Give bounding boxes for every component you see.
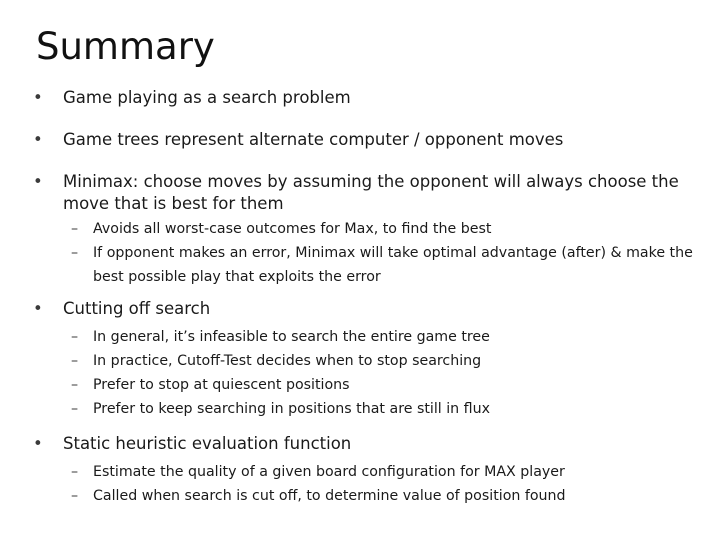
sub-bullet-text: Avoids all worst-case outcomes for Max, to find the best [93,221,492,237]
bullet-marker: • [33,172,43,191]
sub-bullet-marker: – [71,464,79,480]
sub-bullet-text: In general, it’s infeasible to search the entire game tree [93,329,490,345]
sub-bullet-marker: – [71,221,79,237]
bullet-marker: • [33,88,43,107]
sub-bullet-text: Called when search is cut off, to determine value of position found [93,488,566,504]
sub-bullet-marker: – [71,353,79,369]
sub-bullet-text: Prefer to stop at quiescent positions [93,377,350,393]
sub-bullet-marker: – [71,329,79,345]
sub-bullet-text: Prefer to keep searching in positions that are still in flux [93,401,491,417]
bullet-marker: • [33,434,43,453]
bullet-text: Game trees represent alternate computer / opponent moves [63,130,564,149]
sub-bullet-text: In practice, Cutoff-Test decides when to stop searching [93,353,482,369]
sub-bullet-marker: – [71,401,79,417]
sub-bullet-marker: – [71,488,79,504]
bullet-text: Static heuristic evaluation function [63,434,352,453]
bullet-text: Minimax: choose moves by assuming the opponent will always choose the move that is best for them [63,172,679,213]
sub-bullet-text: Estimate the quality of a given board configuration for MAX player [93,464,565,480]
sub-bullet-text: If opponent makes an error, Minimax will take optimal advantage (after) & make the best possible play that exploits the error [93,245,693,285]
sub-bullet-marker: – [71,377,79,393]
slide-title: Summary [36,25,215,68]
sub-bullet-marker: – [71,245,79,261]
bullet-marker: • [33,299,43,318]
bullet-text: Cutting off search [63,299,211,318]
bullet-text: Game playing as a search problem [63,88,351,107]
bullet-marker: • [33,130,43,149]
